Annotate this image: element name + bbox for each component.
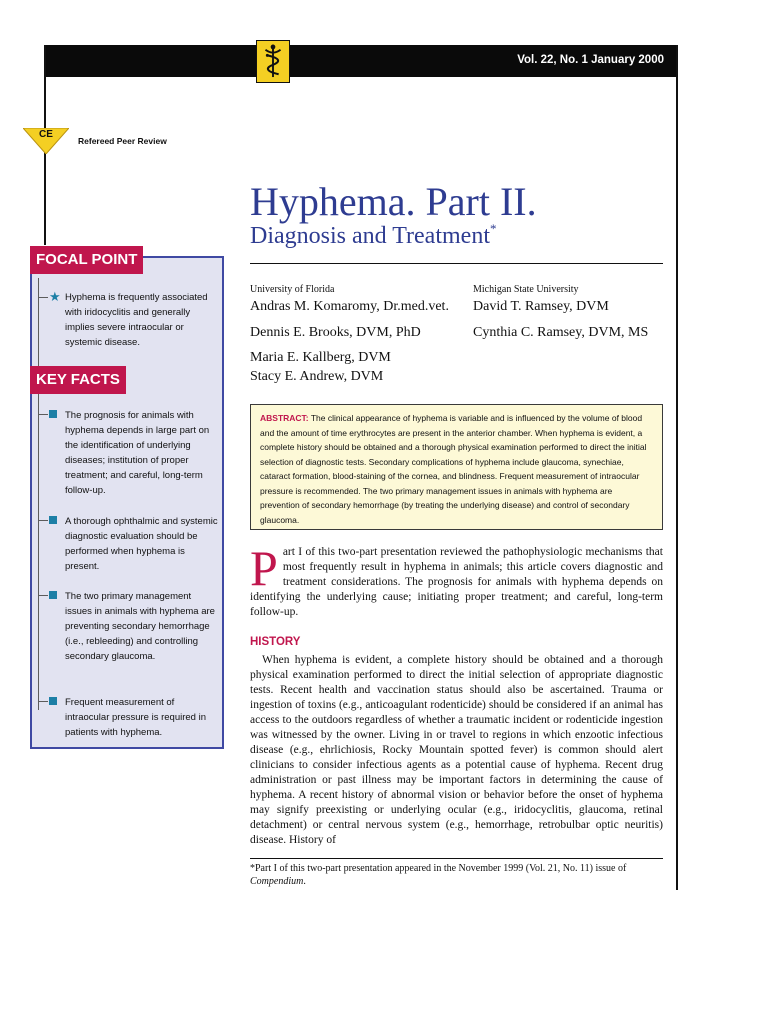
sidebar-connector-line (38, 278, 39, 710)
bullet-connector (38, 414, 48, 415)
author-name: Stacy E. Andrew, DVM (250, 369, 384, 384)
issue-info: Vol. 22, No. 1 January 2000 (517, 54, 664, 66)
square-bullet-icon (49, 410, 57, 418)
bullet-connector (38, 297, 48, 298)
article-title: Hyphema. Part II. (250, 179, 537, 224)
footnote-end: . (303, 876, 306, 887)
subtitle-text: Diagnosis and Treatment (250, 223, 490, 249)
author-name: Cynthia C. Ramsey, DVM, MS (473, 325, 649, 340)
refereed-label: Refereed Peer Review (78, 136, 167, 146)
bullet-connector (38, 520, 48, 521)
affiliation-florida: University of Florida (250, 284, 335, 295)
caduceus-logo-icon (256, 40, 290, 83)
key-facts-label: KEY FACTS (30, 366, 126, 394)
square-bullet-icon (49, 591, 57, 599)
key-fact-item: Frequent measurement of intraocular pressure is required in patients with hyphema. (65, 697, 206, 738)
footnote (250, 862, 663, 888)
author-name: Dennis E. Brooks, DVM, PhD (250, 325, 421, 340)
subtitle-footnote-mark: * (490, 221, 497, 236)
history-heading: HISTORY (250, 636, 301, 648)
author-name: Maria E. Kallberg, DVM (250, 350, 391, 365)
key-fact-item: The two primary management issues in animals with hyphema are preventing secondary hemorrhage (i.e., rebleeding) and controlling secondary glaucoma. (65, 591, 215, 662)
article-subtitle (250, 223, 497, 250)
title-rule (250, 263, 663, 264)
focal-point-text: Hyphema is frequently associated with iridocyclitis and generally implies severe intraocular or systemic disease. (65, 292, 208, 348)
author-name: David T. Ramsey, DVM (473, 299, 609, 314)
abstract-box (250, 404, 663, 530)
focal-point-label: FOCAL POINT (30, 246, 143, 274)
intro-text: art I of this two-part presentation reviewed the pathophysiologic mechanisms that most frequently result in hyphema in animals; this article covers diagnostic and treatment considerations. The prognosis for animals with hyphema depends on identifying the underlying cause; initiating proper treatment; and careful, long-term follow-up. (250, 546, 663, 618)
footnote-rule (250, 858, 663, 859)
bullet-connector (38, 595, 48, 596)
ce-label: CE (39, 129, 53, 140)
square-bullet-icon (49, 516, 57, 524)
affiliation-michigan: Michigan State University (473, 284, 579, 295)
star-bullet-icon: ★ (49, 289, 61, 304)
key-fact-item: A thorough ophthalmic and systemic diagnostic evaluation should be performed when hyphema is present. (65, 516, 218, 572)
intro-paragraph (250, 540, 663, 620)
right-rule (676, 45, 678, 890)
footnote-text: *Part I of this two-part presentation appeared in the November 1999 (Vol. 21, No. 11) issue of (250, 863, 627, 874)
history-paragraph: When hyphema is evident, a complete history should be obtained and a thorough physical examination performed to direct the initial selection of appropriate diagnostic tests. Recent health and vaccination status should also be ascertained. Trauma or ingestion of toxins (e.g., anticoagulant rodenticide) should be considered if an animal has access to the outdoors regardless of whether a traumatic incident or rodenticide ingestion was witnessed by the owner. Living in or travel to regions in which enzootic infectious disease (e.g., ehrlichiosis, Rocky Mountain spotted fever) is common should alert clinicians to consider infectious agents as a potential cause of hyphema. Recent drug administration or past illness may be important factors in determining the cause of hyphema. A recent history of abnormal vision or behavior before the onset of hyphema may signify preexisting or underlying ocular (e.g., iridocyclitis, glaucoma, retinal detachment) or central nervous system (e.g., hemorrhage, retrobulbar optic neuritis) disease. History of (250, 654, 663, 846)
header-bar (45, 45, 678, 77)
abstract-label: ABSTRACT: (260, 413, 309, 423)
abstract-text: The clinical appearance of hyphema is variable and is influenced by the volume of blood and the amount of time erythrocytes are present in the anterior chamber. When hyphema is evident, a complete history should be obtained and a thorough physical examination performed to direct the initial selection of diagnostic tests. Secondary complications of hyphema include glaucoma, synechiae, cataract formation, blood-staining of the cornea, and blindness. Frequent measurement of intraocular pressure is recommended. The two primary management issues in animals with hyphema are prevention of secondary hemorrhage (by treating the underlying disease) and control of secondary glaucoma. (260, 413, 647, 525)
drop-cap: P (250, 540, 278, 596)
author-name: Andras M. Komaromy, Dr.med.vet. (250, 299, 449, 314)
square-bullet-icon (49, 697, 57, 705)
footnote-journal: Compendium (250, 876, 304, 887)
bullet-connector (38, 701, 48, 702)
key-fact-item: The prognosis for animals with hyphema depends in large part on the identification of underlying diseases; institution of proper treatment; and careful, long-term follow-up. (65, 410, 210, 496)
